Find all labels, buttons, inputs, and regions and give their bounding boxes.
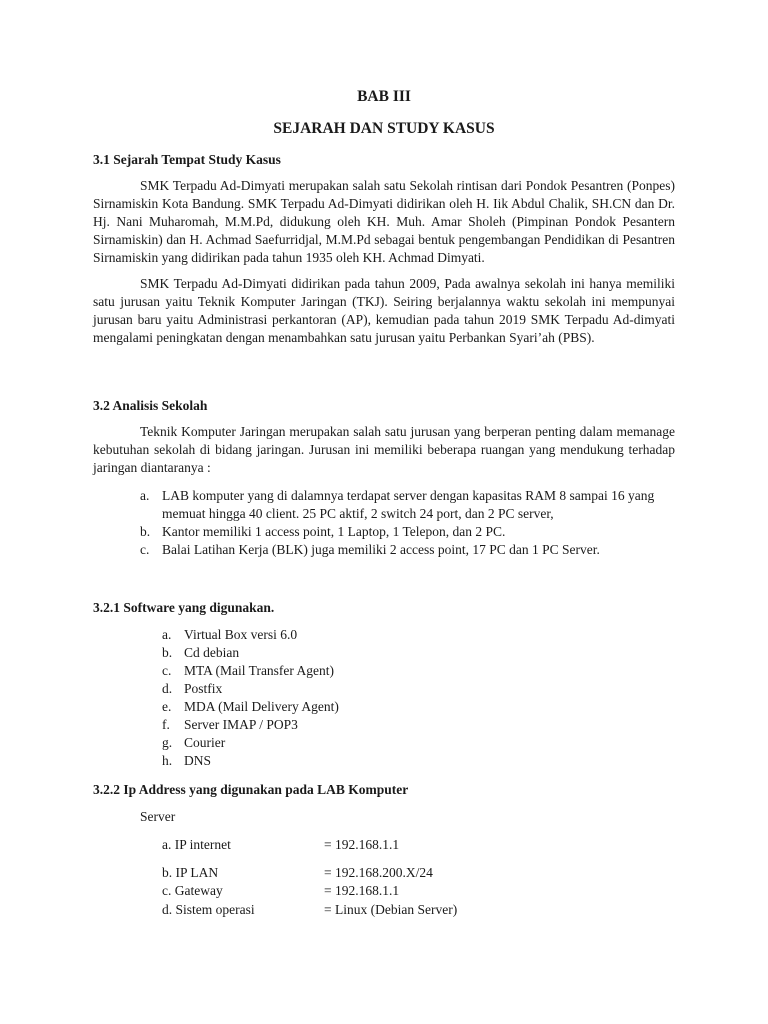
list-marker: b. xyxy=(162,645,173,660)
section-3-1-body xyxy=(93,177,675,347)
list-item-text: Balai Latihan Kerja (BLK) juga memiliki 2 access point, 17 PC dan 1 PC Server. xyxy=(162,542,600,557)
paragraph: Teknik Komputer Jaringan merupakan salah satu jurusan yang berperan penting dalam memanage kebutuhan sekolah di bidang jaringan. Jurusan ini memiliki beberapa ruangan yang mendukung terhadap jaringan diantaranya : xyxy=(93,424,675,475)
paragraph: SMK Terpadu Ad-Dimyati didirikan pada tahun 2009, Pada awalnya sekolah ini hanya memiliki satu jurusan yaitu Teknik Komputer Jaringan (TKJ). Seiring berjalannya waktu sekolah ini mempunyai jurusan baru yaitu Administrasi perkantoran (AP), kemudian pada tahun 2019 SMK Terpadu Ad-dimyati mengalami peningkatan dengan menambahkan satu jurusan yaitu Perbankan Syari’ah (PBS). xyxy=(93,276,675,345)
list-item xyxy=(140,487,675,523)
list-item xyxy=(162,698,562,716)
list-marker: d. xyxy=(162,681,173,696)
list-item-text: Cd debian xyxy=(184,645,240,660)
list-item xyxy=(162,734,562,752)
list-item xyxy=(140,523,675,541)
list-marker: g. xyxy=(162,735,173,750)
section-3-2-body xyxy=(93,423,675,477)
list-item-text: Server IMAP / POP3 xyxy=(184,717,298,732)
list-marker: c. xyxy=(140,542,150,557)
list-item xyxy=(162,716,562,734)
section-heading-3-2-2: 3.2.2 Ip Address yang digunakan pada LAB Komputer xyxy=(93,782,409,797)
list-marker: h. xyxy=(162,753,173,768)
ip-row-value: = Linux (Debian Server) xyxy=(324,902,458,917)
list-item xyxy=(162,644,562,662)
section-heading-3-2: 3.2 Analisis Sekolah xyxy=(93,398,208,413)
list-item-text: Virtual Box versi 6.0 xyxy=(184,627,298,642)
list-item-text: MTA (Mail Transfer Agent) xyxy=(184,663,335,678)
ip-row-value: = 192.168.1.1 xyxy=(324,883,400,898)
ip-row-key: c. Gateway xyxy=(162,883,223,898)
list-marker: e. xyxy=(162,699,172,714)
list-item xyxy=(140,541,675,559)
list-item-text: DNS xyxy=(184,753,212,768)
section-heading-3-1: 3.1 Sejarah Tempat Study Kasus xyxy=(93,152,281,167)
list-marker: a. xyxy=(140,488,150,503)
list-item xyxy=(162,752,562,770)
list-item-text: Courier xyxy=(184,735,226,750)
server-label: Server xyxy=(140,809,176,824)
paragraph: SMK Terpadu Ad-Dimyati merupakan salah satu Sekolah rintisan dari Pondok Pesantren (Ponpes) Sirnamiskin Kota Bandung. SMK Terpadu Ad-Dimyati didirikan oleh H. Iik Abdul Chalik, SH.CN dan Dr. Hj. Nani Muharomah, M.M.Pd, didukung oleh KH. Muh. Amar Sholeh (Pimpinan Pondok Pesantern Sirnamiskin) dan H. Achmad Saefurridjal, M.M.Pd sebagai bentuk pengembangan Pendidikan di Pesantren Sirnamiskin yang didirikan pada tahun 1935 oleh KH. Achmad Dimyati. xyxy=(93,178,675,265)
list-marker: b. xyxy=(140,524,151,539)
list-marker: c. xyxy=(162,663,172,678)
ip-row-key: b. IP LAN xyxy=(162,865,219,880)
list-item-text: Postfix xyxy=(184,681,223,696)
ip-row-value: = 192.168.200.X/24 xyxy=(324,865,433,880)
software-list xyxy=(162,626,562,770)
chapter-heading: BAB III xyxy=(357,88,411,105)
list-marker: f. xyxy=(162,717,170,732)
list-item-text: LAB komputer yang di dalamnya terdapat server dengan kapasitas RAM 8 sampai 16 yang memuat hingga 40 client. 25 PC aktif, 2 switch 24 port, dan 2 PC server, xyxy=(162,488,655,521)
rooms-list xyxy=(140,487,675,559)
ip-row-value: = 192.168.1.1 xyxy=(324,837,400,852)
list-item xyxy=(162,626,562,644)
list-marker: a. xyxy=(162,627,172,642)
ip-row-key: d. Sistem operasi xyxy=(162,902,255,917)
list-item xyxy=(162,662,562,680)
list-item-text: Kantor memiliki 1 access point, 1 Laptop, 1 Telepon, dan 2 PC. xyxy=(162,524,506,539)
section-heading-3-2-1: 3.2.1 Software yang digunakan. xyxy=(93,600,275,615)
list-item-text: MDA (Mail Delivery Agent) xyxy=(184,699,339,714)
list-item xyxy=(162,680,562,698)
ip-row-key: a. IP internet xyxy=(162,837,231,852)
chapter-title: SEJARAH DAN STUDY KASUS xyxy=(273,120,495,137)
